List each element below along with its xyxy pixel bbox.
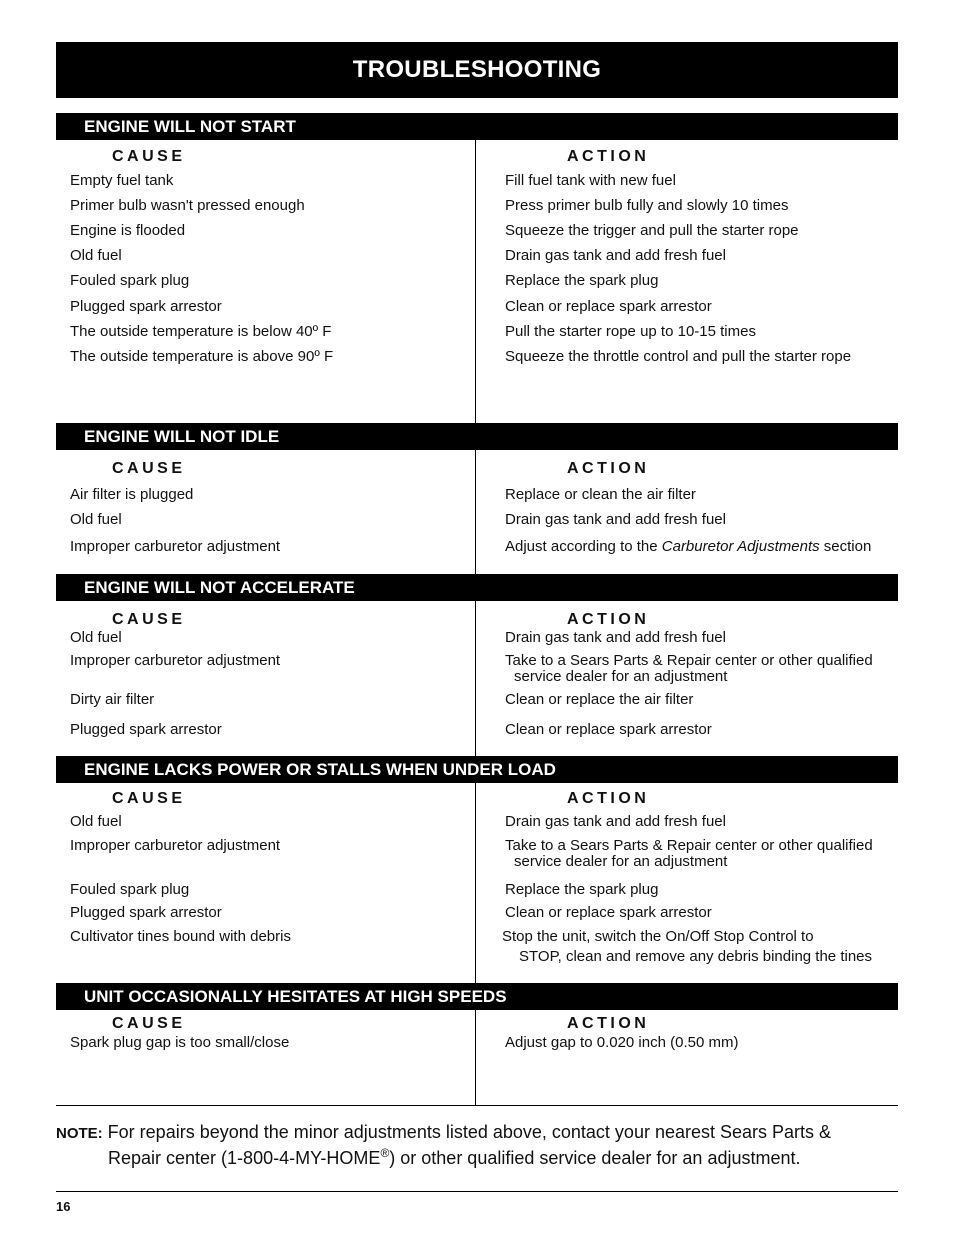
cause-cell: Spark plug gap is too small/close (70, 1034, 290, 1051)
action-cell: Take to a Sears Parts & Repair center or other qualified (505, 837, 873, 854)
note-line-1: For repairs beyond the minor adjustments listed above, contact your nearest Sears Parts & (102, 1122, 832, 1142)
action-cell: Clean or replace spark arrestor (505, 721, 712, 738)
action-cell: Clean or replace spark arrestor (505, 904, 712, 921)
action-cell-continued: STOP, clean and remove any debris binding the tines (519, 948, 872, 965)
action-cell: Squeeze the trigger and pull the starter rope (505, 222, 799, 239)
action-cell: Stop the unit, switch the On/Off Stop Control to (502, 928, 814, 945)
action-cell: Squeeze the throttle control and pull the starter rope (505, 348, 852, 365)
action-cell: Replace or clean the air filter (505, 486, 696, 503)
cause-cell: Improper carburetor adjustment (70, 538, 281, 555)
section-heading-not-start: ENGINE WILL NOT START (56, 113, 898, 140)
action-cell: Adjust according to the Carburetor Adjustments section (505, 538, 872, 555)
cause-cell: Air filter is plugged (70, 486, 194, 503)
action-label: ACTION (567, 611, 650, 628)
cause-label: CAUSE (112, 1015, 186, 1032)
action-cell: Drain gas tank and add fresh fuel (505, 629, 726, 646)
cause-cell: Dirty air filter (70, 691, 155, 708)
cause-cell: Plugged spark arrestor (70, 721, 222, 738)
note-label: NOTE: (56, 1125, 103, 1142)
action-cell: Replace the spark plug (505, 881, 659, 898)
section-heading-lacks-power: ENGINE LACKS POWER OR STALLS WHEN UNDER LOAD (56, 756, 898, 783)
registered-mark: ® (380, 1146, 390, 1160)
page-number: 16 (56, 1199, 71, 1214)
action-cell: Drain gas tank and add fresh fuel (505, 813, 726, 830)
action-label: ACTION (567, 790, 650, 807)
cause-cell: Improper carburetor adjustment (70, 837, 281, 854)
cause-cell: Engine is flooded (70, 222, 186, 239)
action-cell: Replace the spark plug (505, 272, 659, 289)
action-cell: Drain gas tank and add fresh fuel (505, 247, 726, 264)
cause-cell: Old fuel (70, 511, 122, 528)
cause-cell: The outside temperature is below 40º F (70, 323, 332, 340)
cause-cell: Fouled spark plug (70, 272, 190, 289)
action-cell: Press primer bulb fully and slowly 10 times (505, 197, 789, 214)
page-title: TROUBLESHOOTING (352, 56, 602, 83)
title-bar (56, 42, 898, 98)
action-cell: Take to a Sears Parts & Repair center or other qualified (505, 652, 873, 669)
action-label: ACTION (567, 148, 650, 165)
column-divider (475, 601, 476, 756)
column-divider (475, 1010, 476, 1105)
column-divider (475, 783, 476, 983)
cause-label: CAUSE (112, 790, 186, 807)
section-heading-hesitates: UNIT OCCASIONALLY HESITATES AT HIGH SPEEDS (56, 983, 898, 1010)
section-heading-not-idle: ENGINE WILL NOT IDLE (56, 423, 898, 450)
action-cell: Adjust gap to 0.020 inch (0.50 mm) (505, 1034, 739, 1051)
cause-cell: Improper carburetor adjustment (70, 652, 281, 669)
note-line-2: Repair center (1-800-4-MY-HOME®) or other qualified service dealer for an adjustment. (108, 1146, 801, 1168)
cause-label: CAUSE (112, 611, 186, 628)
cause-cell: Old fuel (70, 629, 122, 646)
cause-cell: Plugged spark arrestor (70, 904, 222, 921)
column-divider (475, 450, 476, 574)
action-label: ACTION (567, 1015, 650, 1032)
action-cell: Fill fuel tank with new fuel (505, 172, 676, 189)
repair-note (56, 1120, 896, 1171)
column-divider (475, 140, 476, 423)
action-cell: Clean or replace spark arrestor (505, 298, 712, 315)
action-cell: Drain gas tank and add fresh fuel (505, 511, 726, 528)
table-bottom-rule (56, 1105, 898, 1106)
action-cell: Pull the starter rope up to 10-15 times (505, 323, 756, 340)
cause-label: CAUSE (112, 148, 186, 165)
section-heading-not-accelerate: ENGINE WILL NOT ACCELERATE (56, 574, 898, 601)
cause-cell: Old fuel (70, 247, 122, 264)
action-label: ACTION (567, 460, 650, 477)
cause-cell: Plugged spark arrestor (70, 298, 222, 315)
cause-cell: Fouled spark plug (70, 881, 190, 898)
cause-cell: The outside temperature is above 90º F (70, 348, 334, 365)
cause-cell: Primer bulb wasn't pressed enough (70, 197, 305, 214)
action-cell-continued: service dealer for an adjustment (514, 668, 728, 685)
cause-label: CAUSE (112, 460, 186, 477)
footer-rule (56, 1191, 898, 1192)
cause-cell: Empty fuel tank (70, 172, 174, 189)
cause-cell: Old fuel (70, 813, 122, 830)
action-cell: Clean or replace the air filter (505, 691, 694, 708)
cause-cell: Cultivator tines bound with debris (70, 928, 291, 945)
action-cell-continued: service dealer for an adjustment (514, 853, 728, 870)
